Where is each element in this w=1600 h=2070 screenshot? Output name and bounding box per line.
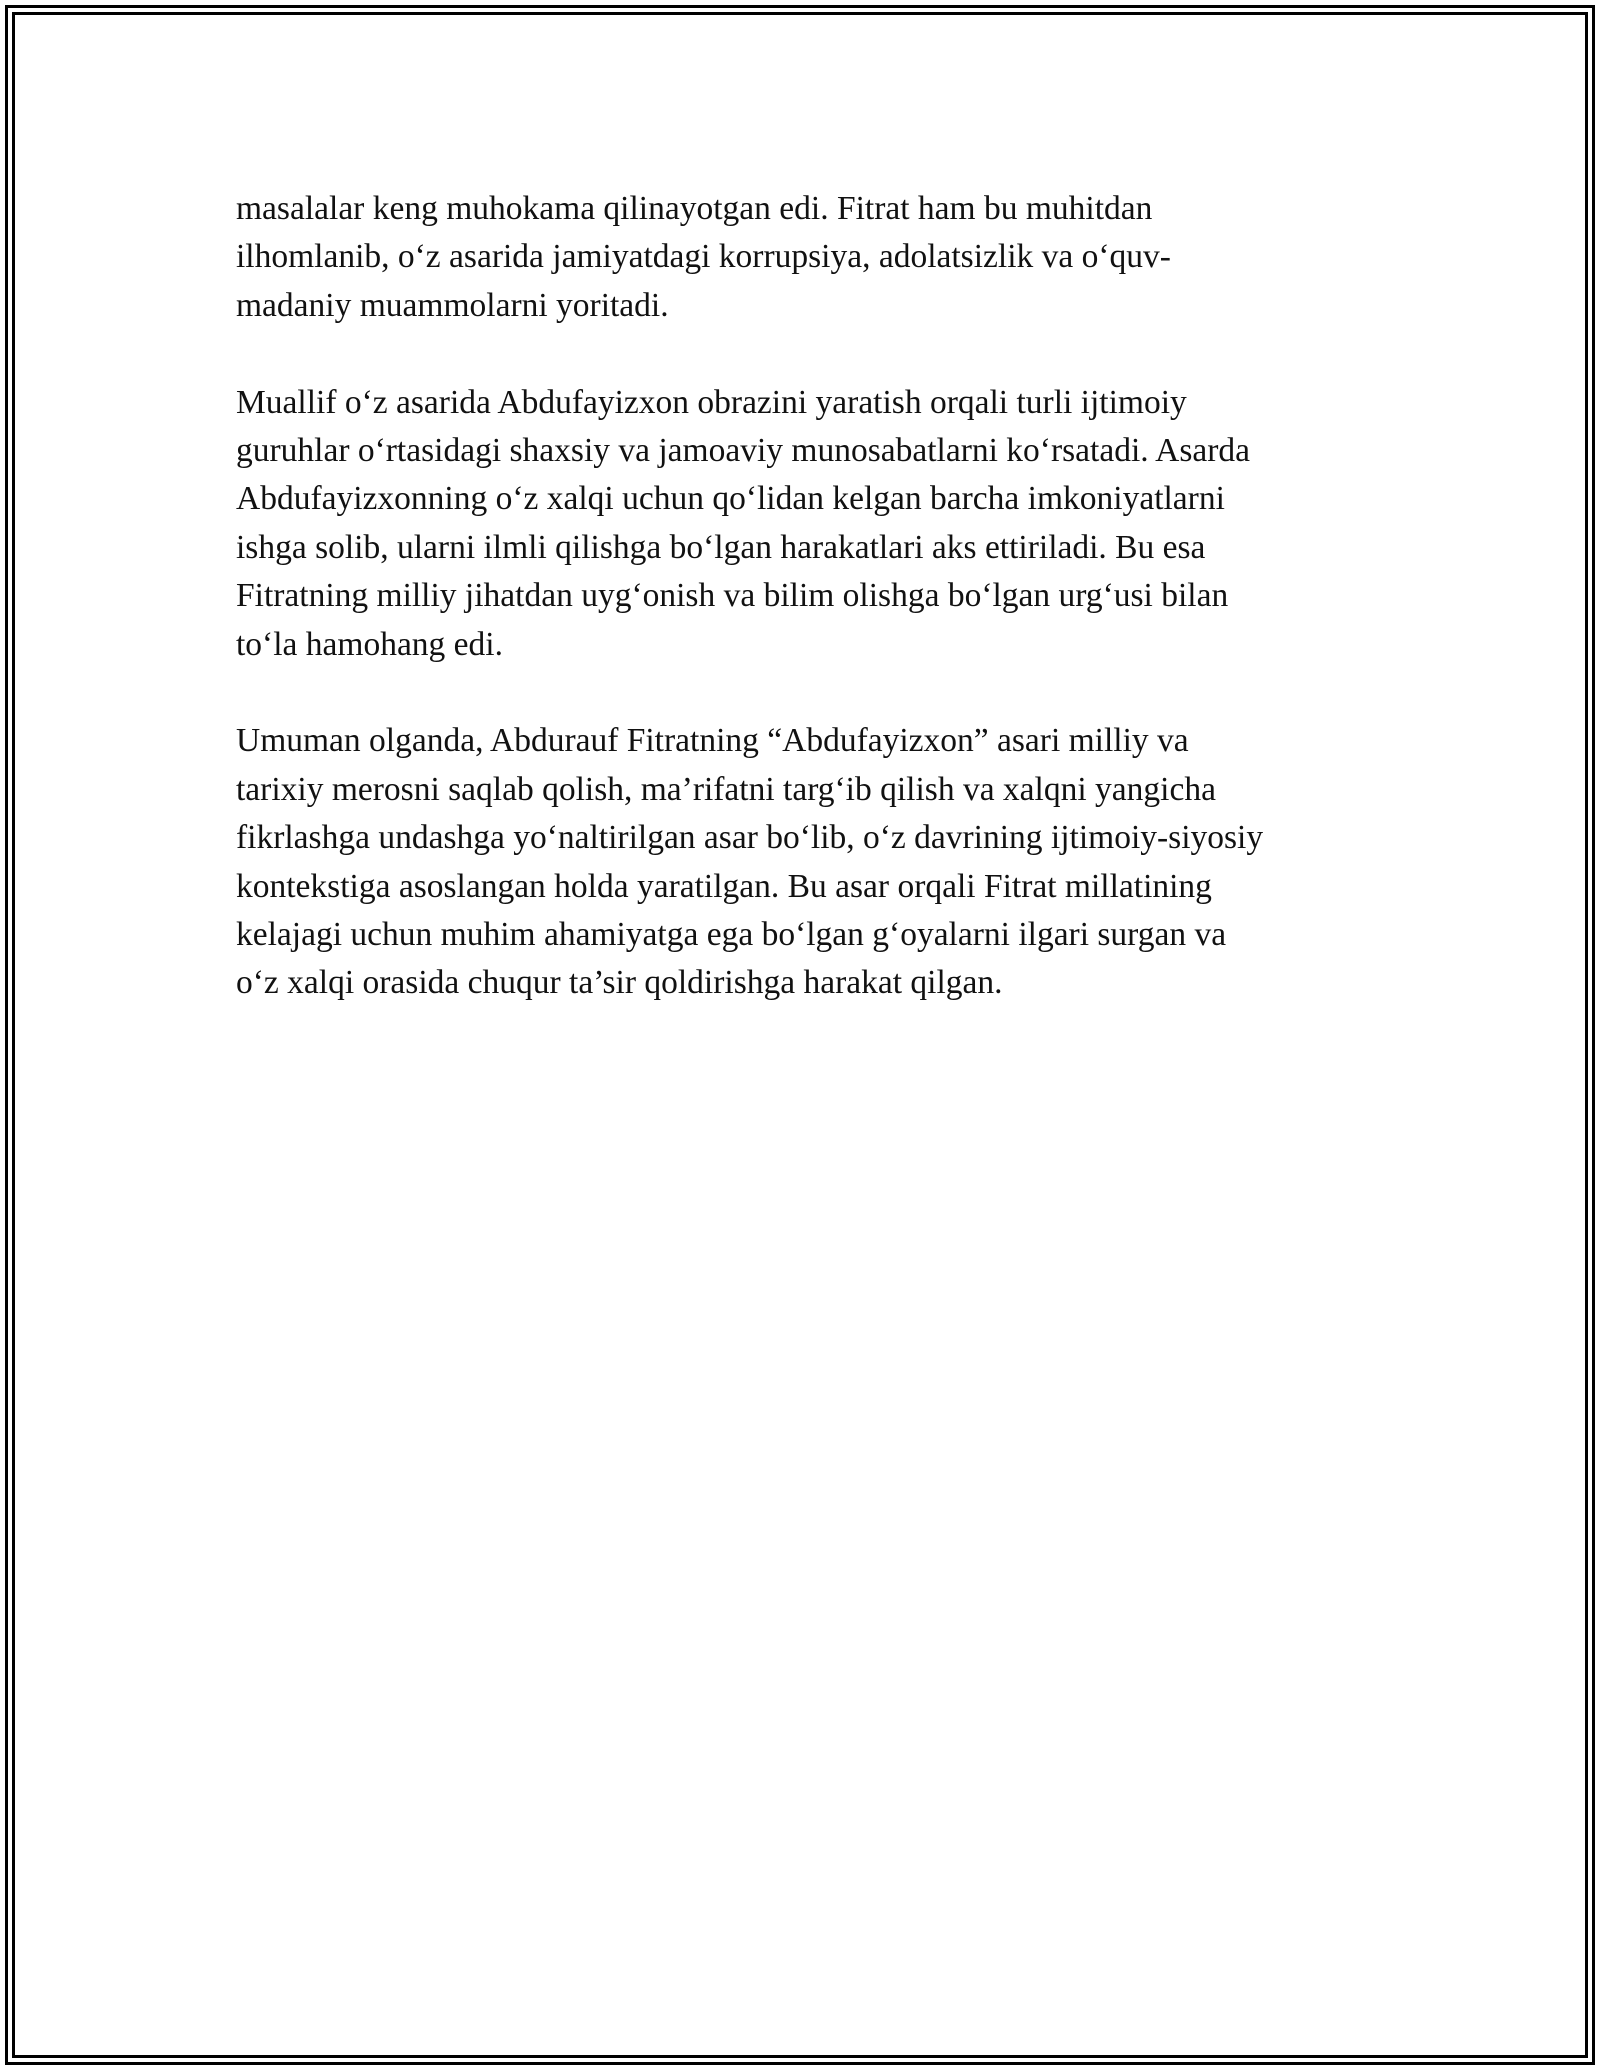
paragraph-3 [236, 717, 1366, 1007]
text-line: ishga solib, ularni ilmli qilishga bo‘lgan harakatlari aks ettiriladi. Bu esa [236, 528, 1206, 566]
text-line: kontekstiga asoslangan holda yaratilgan. Bu asar orqali Fitrat millatining [236, 867, 1212, 905]
text-line: madaniy muammolarni yoritadi. [236, 286, 669, 324]
text-line: fikrlashga undashga yo‘naltirilgan asar bo‘lib, o‘z davrining ijtimoiy-siyosiy [236, 819, 1264, 857]
text-line: Fitratning milliy jihatdan uyg‘onish va bilim olishga bo‘lgan urg‘usi bilan [236, 577, 1229, 615]
document-body [236, 185, 1366, 1056]
text-line: tarixiy merosni saqlab qolish, ma’rifatni targ‘ib qilish va xalqni yangicha [236, 770, 1216, 808]
text-line: Abdufayizxonning o‘z xalqi uchun qo‘lidan kelgan barcha imkoniyatlarni [236, 480, 1225, 518]
text-line: Muallif o‘z asarida Abdufayizxon obrazini yaratish orqali turli ijtimoiy [236, 383, 1187, 421]
text-line: kelajagi uchun muhim ahamiyatga ega bo‘lgan g‘oyalarni ilgari surgan va [236, 916, 1227, 954]
paragraph-1 [236, 185, 1366, 330]
paragraph-2 [236, 379, 1366, 669]
text-line: o‘z xalqi orasida chuqur ta’sir qoldirishga harakat qilgan. [236, 964, 1003, 1002]
text-line: masalalar keng muhokama qilinayotgan edi. Fitrat ham bu muhitdan [236, 190, 1153, 227]
text-line: ilhomlanib, o‘z asarida jamiyatdagi korrupsiya, adolatsizlik va o‘quv- [236, 238, 1171, 276]
text-line: Umuman olganda, Abdurauf Fitratning “Abdufayizxon” asari milliy va [236, 722, 1189, 760]
text-line: guruhlar o‘rtasidagi shaxsiy va jamoaviy munosabatlarni ko‘rsatadi. Asarda [236, 432, 1251, 470]
text-line: to‘la hamohang edi. [236, 625, 503, 663]
